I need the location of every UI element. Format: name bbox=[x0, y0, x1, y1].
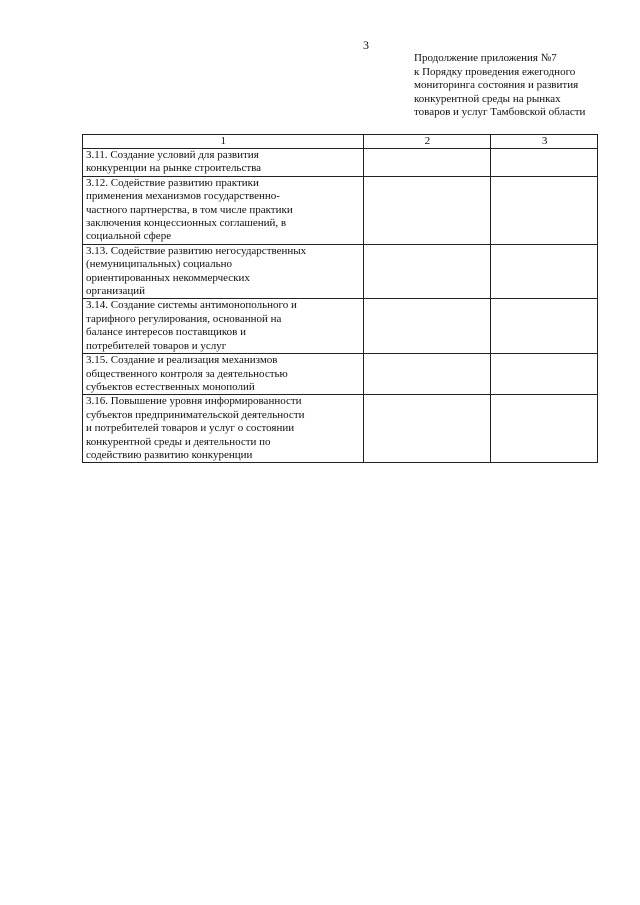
table-row bbox=[83, 354, 598, 395]
row-description: 3.12. Содействие развитию практики применения механизмов государственно- частного партнерства, в том числе практики заключения концессионных соглашений, в социальной сфере bbox=[83, 176, 364, 244]
table-row bbox=[83, 244, 598, 299]
row-cell-col2 bbox=[363, 395, 491, 463]
row-description: 3.16. Повышение уровня информированности субъектов предпринимательской деятельности и потребителей товаров и услуг о состоянии конкурентной среды и деятельности по содействию развитию конкуренции bbox=[83, 395, 364, 463]
column-header-3: 3 bbox=[491, 135, 598, 149]
table-row bbox=[83, 395, 598, 463]
row-description: 3.14. Создание системы антимонопольного и тарифного регулирования, основанной на балансе интересов поставщиков и потребителей товаров и услуг bbox=[83, 299, 364, 354]
appendix-header-line: конкурентной среды на рынках bbox=[414, 92, 561, 105]
page-number: 3 bbox=[363, 38, 369, 52]
appendix-header-line: мониторинга состояния и развития bbox=[414, 79, 579, 91]
row-cell-col3 bbox=[491, 395, 598, 463]
table-row bbox=[83, 149, 598, 177]
row-cell-col2 bbox=[363, 149, 491, 177]
row-cell-col2 bbox=[363, 299, 491, 354]
row-cell-col2 bbox=[363, 354, 491, 395]
row-cell-col2 bbox=[363, 244, 491, 299]
appendix-header-line: к Порядку проведения ежегодного bbox=[414, 65, 576, 78]
report-table bbox=[82, 134, 598, 463]
appendix-header-line: товаров и услуг Тамбовской области bbox=[414, 106, 586, 118]
column-header-1: 1 bbox=[83, 135, 364, 149]
row-cell-col3 bbox=[491, 149, 598, 177]
column-header-2: 2 bbox=[363, 135, 491, 149]
appendix-header-line: Продолжение приложения №7 bbox=[414, 52, 557, 64]
row-cell-col3 bbox=[491, 299, 598, 354]
row-description: 3.11. Создание условий для развития конкуренции на рынке строительства bbox=[83, 149, 364, 177]
row-cell-col3 bbox=[491, 244, 598, 299]
appendix-header bbox=[414, 52, 614, 120]
row-description: 3.15. Создание и реализация механизмов общественного контроля за деятельностью субъектов естественных монополий bbox=[83, 354, 364, 395]
table-row bbox=[83, 299, 598, 354]
row-cell-col2 bbox=[363, 176, 491, 244]
table-row bbox=[83, 176, 598, 244]
table-header-row bbox=[83, 135, 598, 149]
row-cell-col3 bbox=[491, 354, 598, 395]
row-cell-col3 bbox=[491, 176, 598, 244]
row-description: 3.13. Содействие развитию негосударственных (немуниципальных) социально ориентированных некоммерческих организаций bbox=[83, 244, 364, 299]
